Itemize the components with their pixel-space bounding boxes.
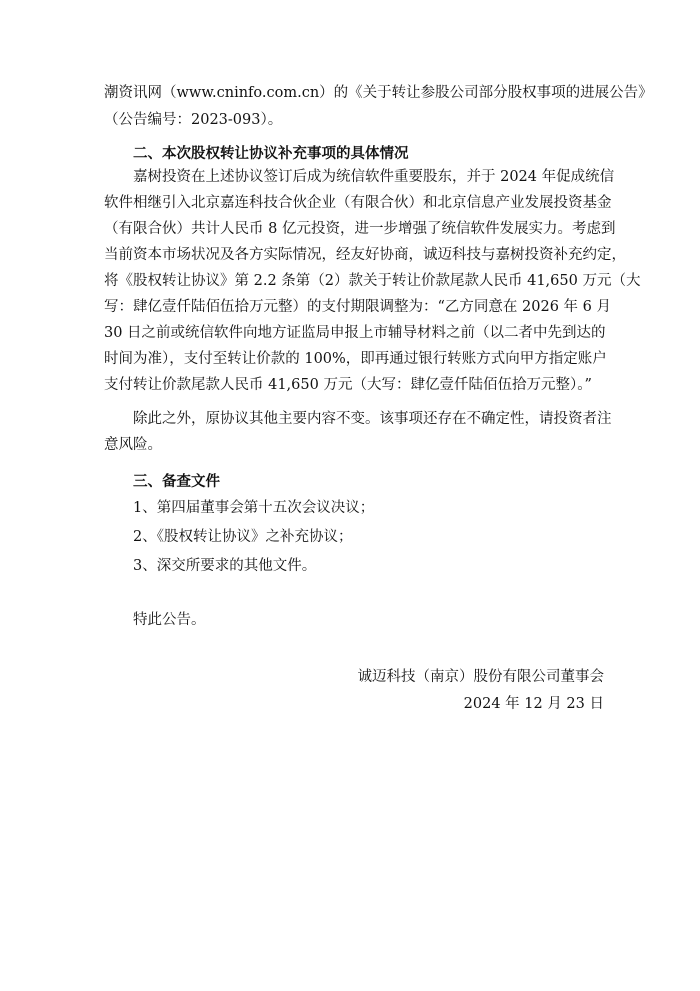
closing-statement: 特此公告。 (133, 612, 206, 628)
intro-line-2: （公告编号：2023-093）。 (104, 112, 283, 128)
section-2-para-1-line-7: 30 日之前或统信软件向地方证监局申报上市辅导材料之前（以二者中先到达的 (104, 325, 606, 341)
section-2-para-1-line-8: 时间为准），支付至转让价款的 100%，即再通过银行转账方式向甲方指定账户 (104, 351, 607, 367)
intro-line-1: 潮资讯网（www.cninfo.com.cn）的《关于转让参股公司部分股权事项的进展公告》 (104, 85, 653, 101)
section-2-para-1-line-9: 支付转让价款尾款人民币 41,650 万元（大写：肆亿壹仟陆佰伍拾万元整）。” (104, 377, 592, 393)
signature-date: 2024 年 12 月 23 日 (463, 696, 604, 712)
section-2-para-1-line-4: 当前资本市场状况及各方实际情况，经友好协商，诚迈科技与嘉树投资补充约定， (104, 247, 626, 263)
section-3-heading: 三、备查文件 (133, 473, 220, 490)
section-2-para-1-line-2: 软件相继引入北京嘉连科技合伙企业（有限合伙）和北京信息产业发展投资基金 (104, 195, 612, 211)
attachment-item-2: 2、《股权转让协议》之补充协议； (133, 529, 353, 545)
section-2-para-2-line-2: 意风险。 (104, 437, 162, 453)
section-2-para-1-line-6: 写：肆亿壹仟陆佰伍拾万元整）的支付期限调整为：“乙方同意在 2026 年 6 月 (104, 299, 611, 315)
section-2-para-2-line-1: 除此之外，原协议其他主要内容不变。该事项还存在不确定性，请投资者注 (133, 411, 612, 427)
section-2-para-1-line-1: 嘉树投资在上述协议签订后成为统信软件重要股东，并于 2024 年促成统信 (133, 169, 615, 185)
section-2-para-1-line-5: 将《股权转让协议》第 2.2 条第（2）款关于转让价款尾款人民币 41,650 万元（大 (104, 273, 641, 289)
attachment-item-3: 3、深交所要求的其他文件。 (133, 558, 317, 574)
section-2-heading: 二、本次股权转让协议补充事项的具体情况 (133, 145, 409, 162)
section-2-para-1-line-3: （有限合伙）共计人民币 8 亿元投资，进一步增强了统信软件发展实力。考虑到 (104, 221, 616, 237)
signature-company: 诚迈科技（南京）股份有限公司董事会 (357, 669, 604, 685)
attachment-item-1: 1、第四届董事会第十五次会议决议； (133, 500, 375, 516)
